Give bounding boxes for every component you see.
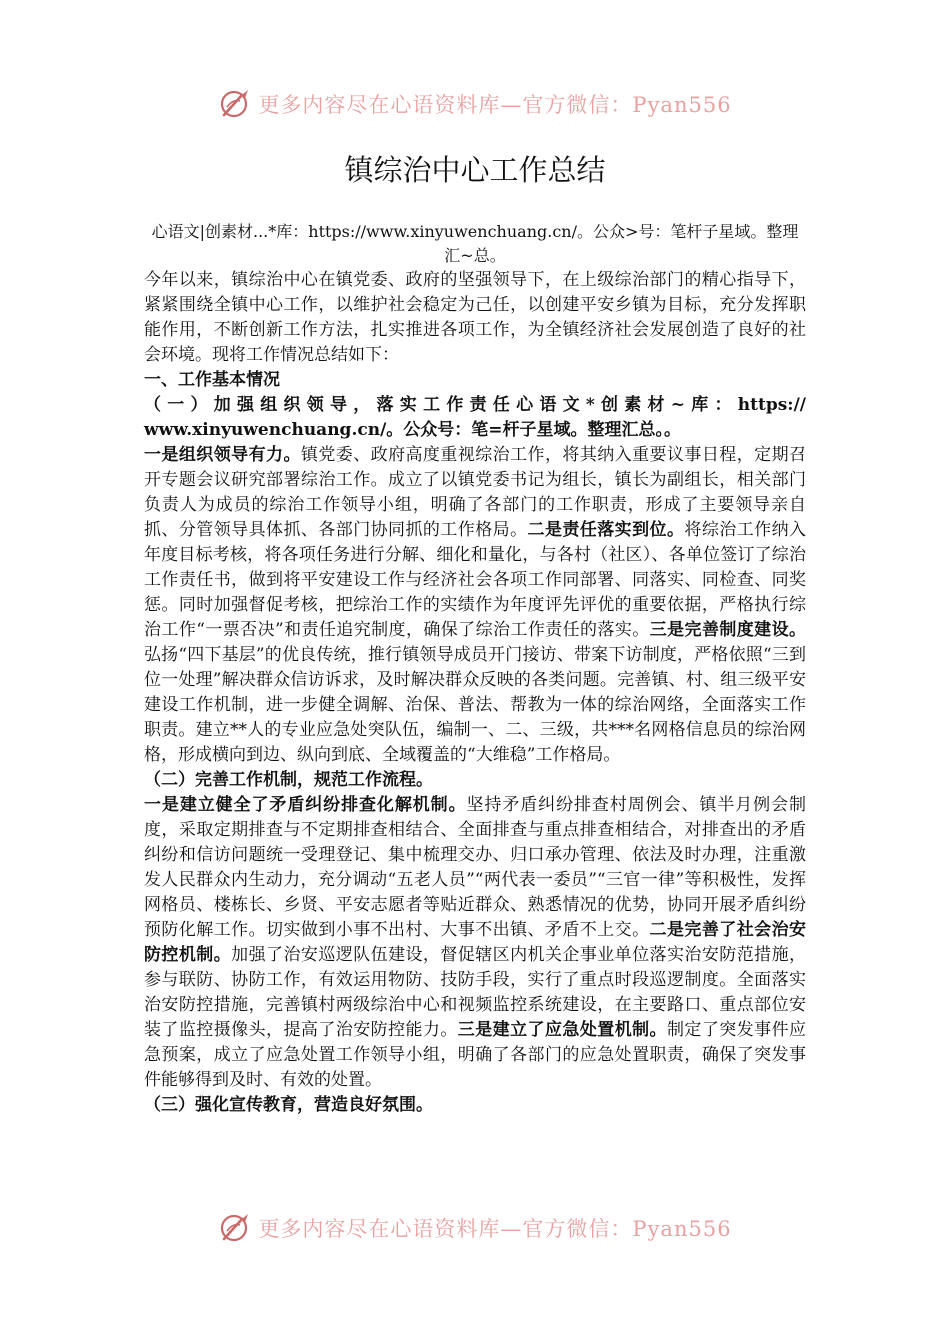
- subsection-heading-2: （二）完善工作机制，规范工作流程。: [144, 770, 433, 790]
- text-dispute: 坚持矛盾纠纷排查村周例会、镇半月例会制度，采取定期排查与不定期排查相结合、全面排查与重点排查相结合，对排查出的矛盾纠纷和信访问题统一受理登记、集中梳理交办、归口承办管理、依法及时办理，注重激发人民群众内生动力，充分调动“五老人员”“两代表一委员”“三官一律”等积极性，发挥网格员、楼栋长、乡贤、平安志愿者等贴近群众、熟悉情况的优势，协同开展矛盾纠纷预防化解工作。切实做到小事不出村、大事不出镇、矛盾不上交。: [144, 795, 806, 940]
- section-heading: 一、工作基本情况: [144, 370, 280, 390]
- source-note: 心语文|创素材...*库：https://www.xinyuwenchuang.cn/。公众>号：笔杆子星域。整理汇~总。: [151, 222, 799, 265]
- text-responsibility: 将综治工作纳入年度目标考核，将各项任务进行分解、细化和量化，与各村（社区）、各单位签订了综治工作责任书，做到将平安建设工作与经济社会各项工作同部署、同落实、同检查、同奖惩。同时加强督促考核，把综治工作的实绩作为年度评先评优的重要依据，严格执行综治工作“一票否决”和责任追究制度，确保了综治工作责任的落实。: [144, 520, 807, 640]
- pen-logo-icon: [218, 87, 252, 121]
- subsection-heading-1-line2: www.xinyuwenchuang.cn/。公众号：笔=杆子星域。整理汇总。。: [144, 420, 682, 440]
- lead-emergency: 三是建立了应急处置机制。: [457, 1020, 667, 1040]
- text-system: 弘扬“四下基层”的优良传统，推行镇领导成员开门接访、带案下访制度，严格依照“三到位一处理”解决群众信访诉求，及时解决群众反映的各类问题。完善镇、村、组三级平安建设工作机制，进一步健全调解、治保、普法、帮教为一体的综治网络，全面落实工作职责。建立**人的专业应急处突队伍，编制一、二、三级，共***名网格信息员的综治网格，形成横向到边、纵向到底、全域覆盖的“大维稳”工作格局。: [144, 645, 806, 765]
- intro-paragraph: 今年以来，镇综治中心在镇党委、政府的坚强领导下，在上级综治部门的精心指导下，紧紧围绕全镇中心工作，以维护社会稳定为己任，以创建平安乡镇为目标，充分发挥职能作用，不断创新工作方法，扎实推进各项工作，为全镇经济社会发展创造了良好的社会环境。现将工作情况总结如下：: [144, 270, 806, 365]
- paragraph-organization: [144, 443, 806, 768]
- text-security: 加强了治安巡逻队伍建设，督促辖区内机关企事业单位落实治安防范措施，参与联防、协防工作，有效运用物防、技防手段，实行了重点时段巡逻制度。全面落实治安防控措施，完善镇村两级综治中心和视频监控系统建设，在主要路口、重点部位安装了监控摄像头，提高了治安防控能力。: [144, 945, 807, 1040]
- header-banner: [0, 84, 950, 124]
- banner-text: 更多内容尽在心语资料库—官方微信：Pyan556: [258, 93, 732, 117]
- banner-text: 更多内容尽在心语资料库—官方微信：Pyan556: [258, 1217, 732, 1241]
- text-emergency: 制定了突发事件应急预案，成立了应急处置工作领导小组，明确了各部门的应急处置职责，确保了突发事件能够得到及时、有效的处置。: [144, 1020, 807, 1090]
- lead-dispute: 一是建立健全了矛盾纠纷排查化解机制。: [144, 795, 467, 815]
- lead-organization: 一是组织领导有力。: [144, 445, 301, 465]
- lead-security: 二是完善了社会治安防控机制。: [144, 920, 807, 965]
- document-title: 镇综治中心工作总结: [344, 153, 606, 187]
- lead-responsibility: 二是责任落实到位。: [527, 520, 685, 540]
- paragraph-mechanism: [144, 793, 806, 1093]
- subsection-heading-1-line1: （一）加强组织领导，落实工作责任心语文*创素材~库：https://: [144, 395, 806, 415]
- footer-banner: [0, 1208, 950, 1248]
- document-body: [144, 268, 806, 1118]
- pen-logo-icon: [218, 1211, 252, 1245]
- subsection-heading-3: （三）强化宣传教育，营造良好氛围。: [144, 1095, 433, 1115]
- lead-system: 三是完善制度建设。: [649, 620, 807, 640]
- text-organization: 镇党委、政府高度重视综治工作，将其纳入重要议事日程，定期召开专题会议研究部署综治工作。成立了以镇党委书记为组长，镇长为副组长，相关部门负责人为成员的综治工作领导小组，明确了各部门的工作职责，形成了主要领导亲自抓、分管领导具体抓、各部门协同抓的工作格局。: [144, 445, 807, 540]
